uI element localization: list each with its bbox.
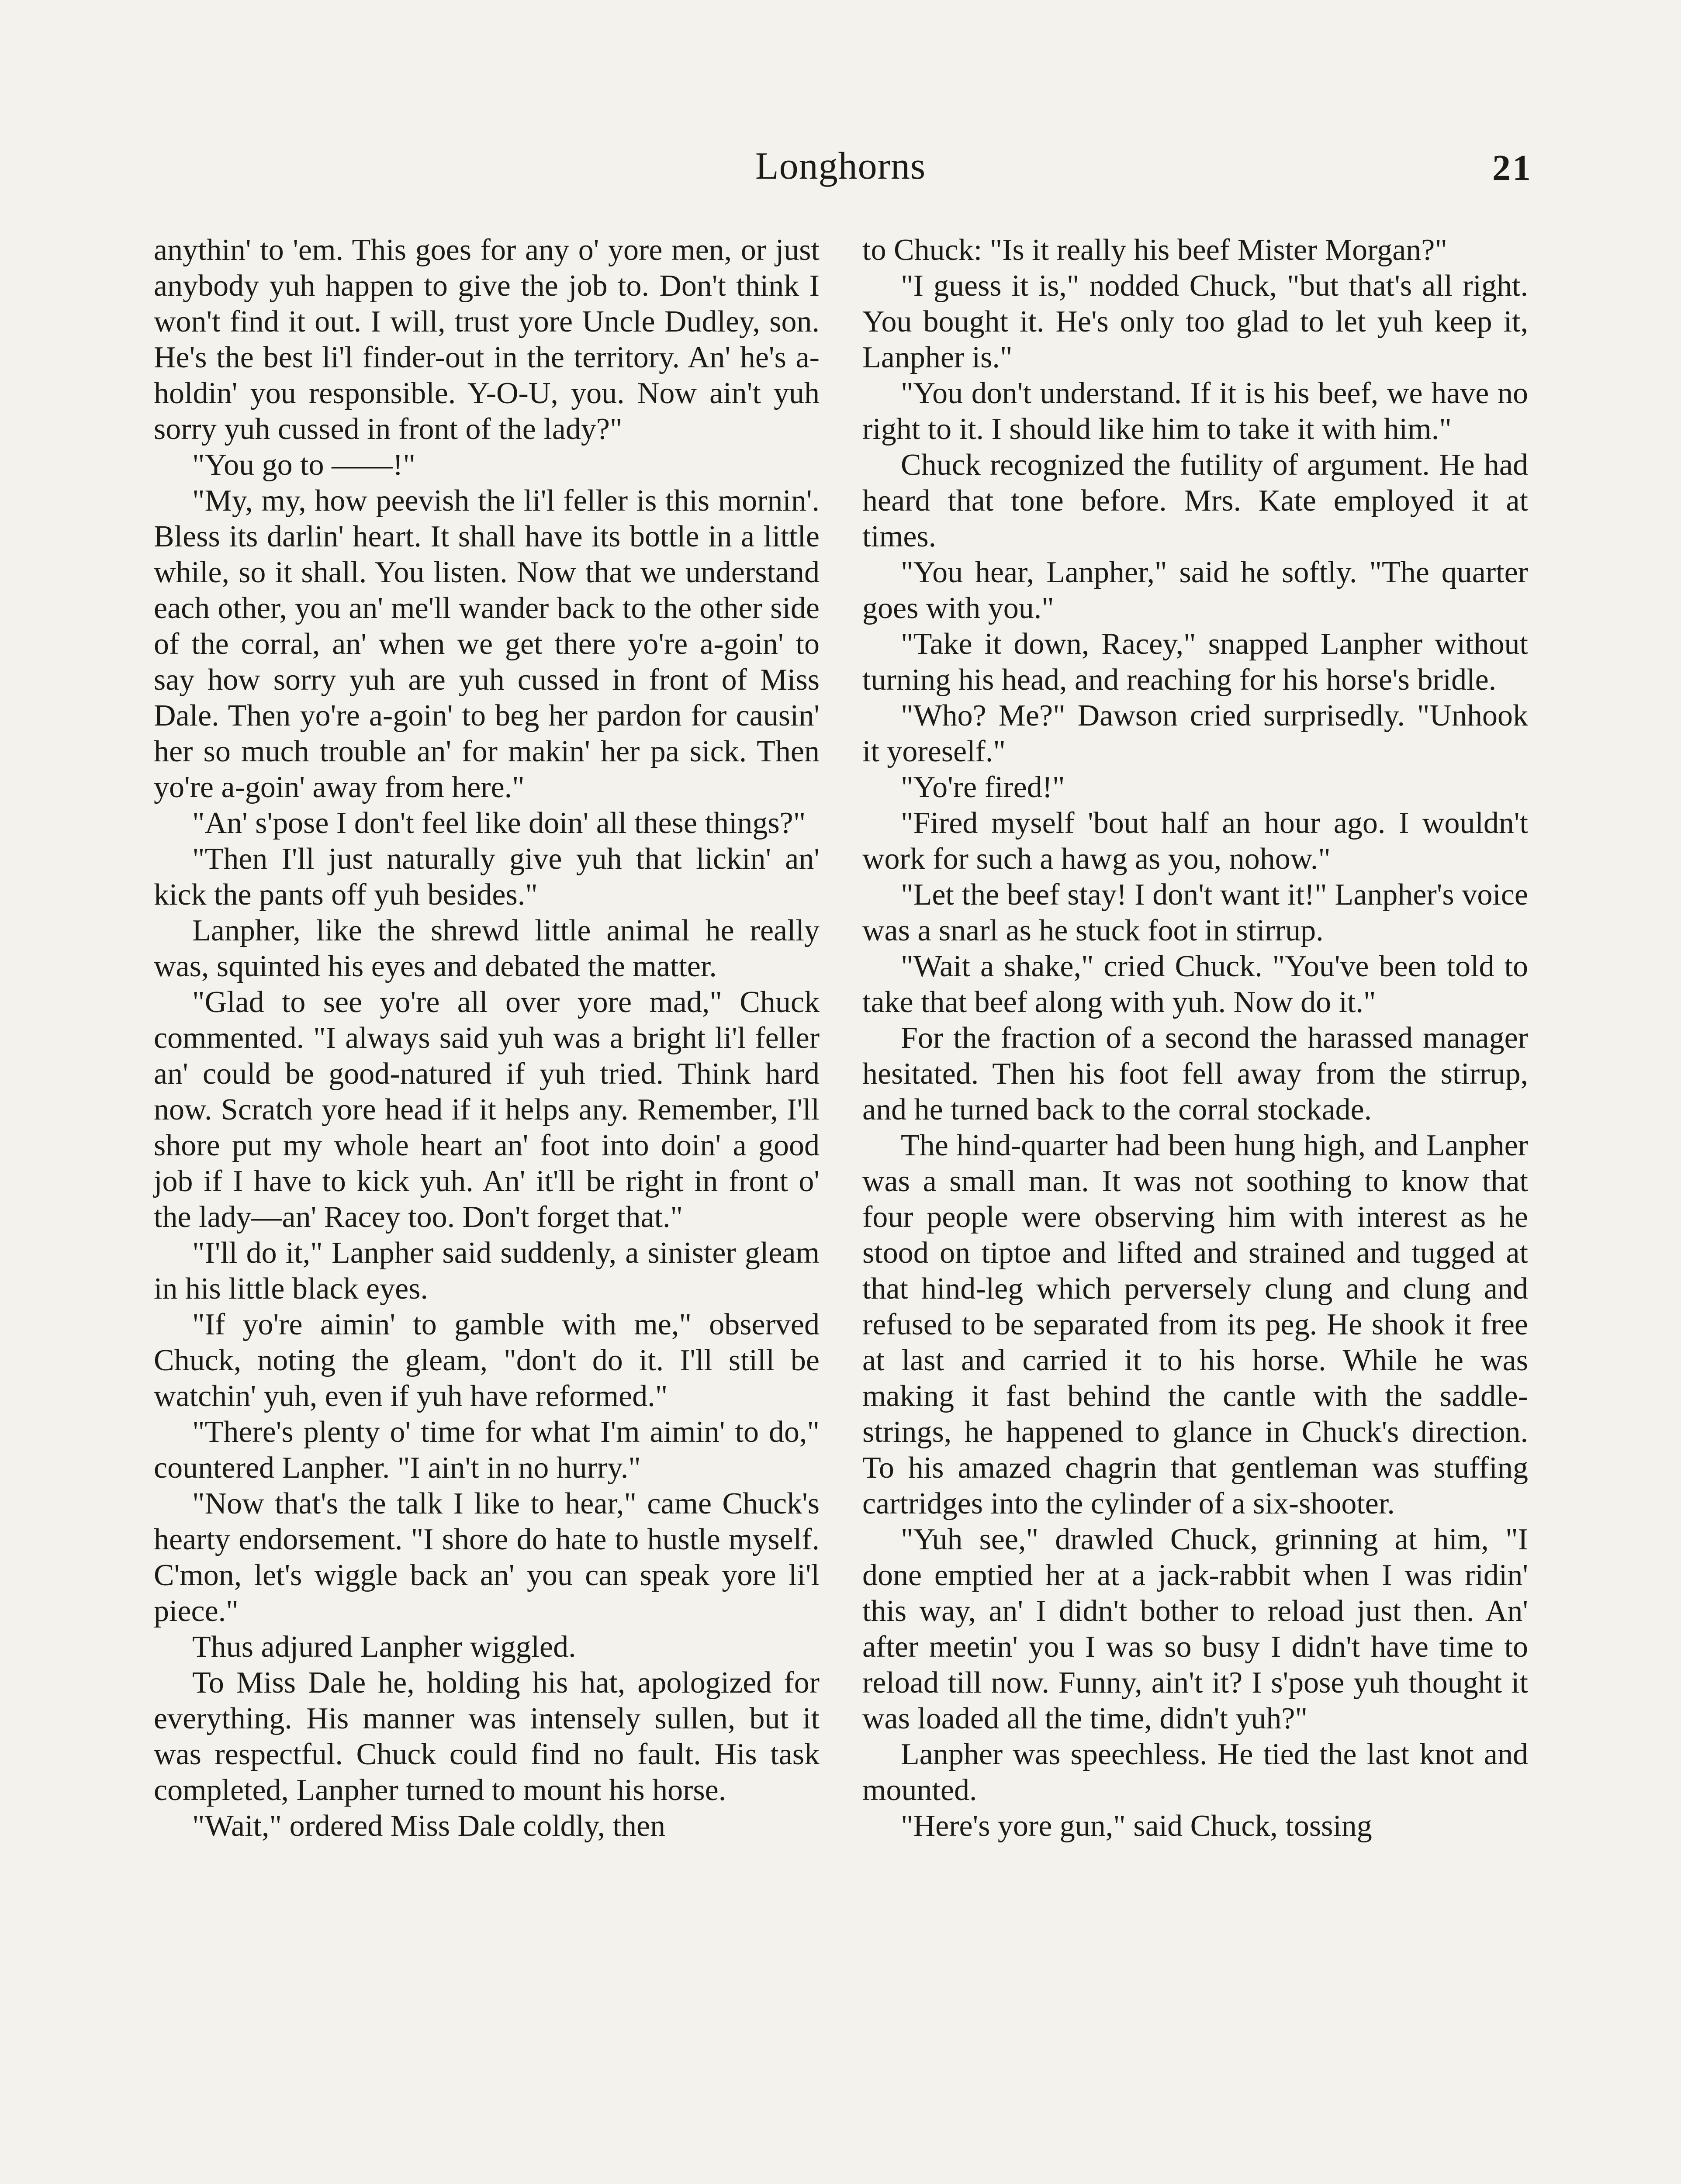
paragraph: "Wait," ordered Miss Dale coldly, then <box>192 1809 666 1843</box>
paragraph: Chuck recognized the futility of argument. He had heard that tone before. Mrs. Kate employed it at times. <box>862 448 1528 553</box>
paragraph: Lanpher, like the shrewd little animal he really was, squinted his eyes and debated the matter. <box>154 914 820 983</box>
paragraph: "Yo're fired!" <box>901 771 1065 804</box>
paragraph: Thus adjured Lanpher wiggled. <box>192 1630 576 1664</box>
paragraph: To Miss Dale he, holding his hat, apologized for everything. His manner was intensely sullen, but it was respectful. Chuck could find no fault. His task completed, Lanpher turned to mount his horse. <box>154 1666 820 1807</box>
left-column <box>154 232 820 1844</box>
paragraph: "An' s'pose I don't feel like doin' all these things?" <box>192 806 806 840</box>
paragraph: "You don't understand. If it is his beef, we have no right to it. I should like him to take it with him." <box>862 377 1528 446</box>
paragraph: "You go to ——!" <box>192 448 415 482</box>
running-head <box>149 144 1532 192</box>
paragraph: The hind-quarter had been hung high, and Lanpher was a small man. It was not soothing to know that four people were observing him with interest as he stood on tiptoe and lifted and strained and tugged at that hind-leg which perversely clung and clung and refused to be separated from its peg. He shook it free at last and carried it to his horse. While he was making it fast behind the cantle with the saddle-strings, he happened to glance in Chuck's direction. To his amazed chagrin that gentleman was stuffing cartridges into the cylinder of a six-shooter. <box>862 1129 1528 1521</box>
paragraph: "I'll do it," Lanpher said suddenly, a sinister gleam in his little black eyes. <box>154 1236 820 1306</box>
paragraph: Lanpher was speechless. He tied the last knot and mounted. <box>862 1738 1528 1807</box>
paragraph: "Let the beef stay! I don't want it!" Lanpher's voice was a snarl as he stuck foot in stirrup. <box>862 878 1528 947</box>
paragraph: For the fraction of a second the harassed manager hesitated. Then his foot fell away from the stirrup, and he turned back to the corral stockade. <box>862 1021 1528 1127</box>
right-column <box>862 232 1528 1844</box>
paragraph: "Now that's the talk I like to hear," came Chuck's hearty endorsement. "I shore do hate to hustle myself. C'mon, let's wiggle back an' you can speak yore li'l piece." <box>154 1487 820 1628</box>
paragraph: "Take it down, Racey," snapped Lanpher without turning his head, and reaching for his horse's bridle. <box>862 627 1528 697</box>
paragraph: "There's plenty o' time for what I'm aimin' to do," countered Lanpher. "I ain't in no hurry." <box>154 1415 820 1485</box>
paragraph: "You hear, Lanpher," said he softly. "The quarter goes with you." <box>862 556 1528 625</box>
paragraph: "My, my, how peevish the li'l feller is this mornin'. Bless its darlin' heart. It shall have its bottle in a little while, so it shall. You listen. Now that we understand each other, you an' me'll wander back to the other side of the corral, an' when we get there yo're a-goin' to say how sorry yuh are yuh cussed in front of Miss Dale. Then yo're a-goin' to beg her pardon for causin' her so much trouble an' for makin' her pa sick. Then yo're a-goin' away from here." <box>154 484 820 804</box>
paragraph: "Fired myself 'bout half an hour ago. I wouldn't work for such a hawg as you, nohow." <box>862 806 1528 876</box>
paragraph: "Wait a shake," cried Chuck. "You've been told to take that beef along with yuh. Now do it." <box>862 950 1528 1019</box>
paragraph: "Glad to see yo're all over yore mad," Chuck commented. "I always said yuh was a bright li'l feller an' could be good-natured if yuh tried. Think hard now. Scratch yore head if it helps any. Remember, I'll shore put my whole heart an' foot into doin' a good job if I have to kick yuh. An' it'll be right in front o' the lady—an' Racey too. Don't forget that." <box>154 985 820 1234</box>
paragraph: to Chuck: "Is it really his beef Mister Morgan?" <box>862 233 1447 267</box>
paragraph: "Yuh see," drawled Chuck, grinning at him, "I done emptied her at a jack-rabbit when I was ridin' this way, an' I didn't bother to reload just then. An' after meetin' you I was so busy I didn't have time to reload till now. Funny, ain't it? I s'pose yuh thought it was loaded all the time, didn't yuh?" <box>862 1523 1528 1735</box>
paragraph: "Who? Me?" Dawson cried surprisedly. "Unhook it yoreself." <box>862 699 1528 768</box>
paragraph: "Then I'll just naturally give yuh that lickin' an' kick the pants off yuh besides." <box>154 842 820 912</box>
paragraph: "Here's yore gun," said Chuck, tossing <box>901 1809 1372 1843</box>
paragraph: "If yo're aimin' to gamble with me," observed Chuck, noting the gleam, "don't do it. I'll still be watchin' yuh, even if yuh have reformed." <box>154 1308 820 1413</box>
page-number: 21 <box>1492 148 1532 188</box>
paragraph: anythin' to 'em. This goes for any o' yore men, or just anybody yuh happen to give the job to. Don't think I won't find it out. I will, trust yore Uncle Dudley, son. He's the best li'l finder-out in the territory. An' he's a-holdin' you responsible. Y-O-U, you. Now ain't yuh sorry yuh cussed in front of the lady?" <box>154 233 820 446</box>
page-title: Longhorns <box>755 145 926 187</box>
paragraph: "I guess it is," nodded Chuck, "but that's all right. You bought it. He's only too glad to let yuh keep it, Lanpher is." <box>862 269 1528 374</box>
